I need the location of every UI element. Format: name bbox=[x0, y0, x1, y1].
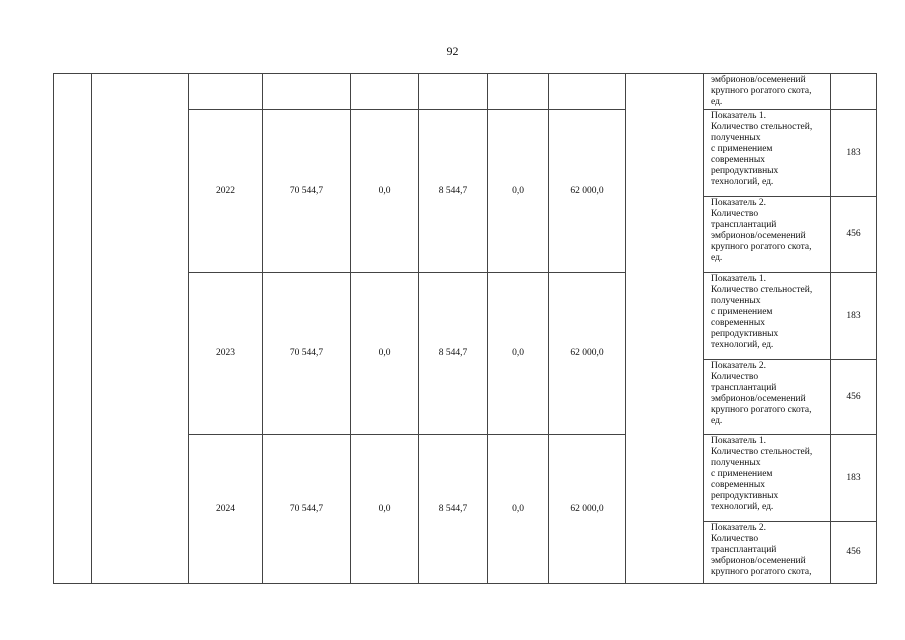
col-c-cell: 0,0 bbox=[488, 435, 549, 584]
col-b-cell: 8 544,7 bbox=[419, 435, 488, 584]
indicator-label: Показатель 1. Количество стельностей, полученных с применением современных репродуктивных технологий, ед. bbox=[704, 273, 831, 360]
indicator-value: 183 bbox=[831, 435, 877, 522]
program-table bbox=[53, 73, 877, 584]
indicator-label: Показатель 1. Количество стельностей, полученных с применением современных репродуктивных технологий, ед. bbox=[704, 435, 831, 522]
cell-col-b-cont bbox=[419, 74, 488, 110]
total-cell: 70 544,7 bbox=[263, 435, 351, 584]
year-cell: 2022 bbox=[189, 110, 263, 273]
cell-col-d-cont bbox=[549, 74, 626, 110]
col-b-cell: 8 544,7 bbox=[419, 110, 488, 273]
cell-blank-1 bbox=[54, 74, 92, 584]
year-cell: 2024 bbox=[189, 435, 263, 584]
total-cell: 70 544,7 bbox=[263, 110, 351, 273]
col-d-cell: 62 000,0 bbox=[549, 273, 626, 435]
page-number: 92 bbox=[446, 44, 459, 58]
cell-year-cont bbox=[189, 74, 263, 110]
indicator-label: Показатель 2. Количество трансплантаций эмбрионов/осеменений крупного рогатого скота, bbox=[704, 522, 831, 584]
col-a-cell: 0,0 bbox=[351, 435, 419, 584]
cell-blank-2 bbox=[92, 74, 189, 584]
col-a-cell: 0,0 bbox=[351, 273, 419, 435]
indicator-label: Показатель 2. Количество трансплантаций эмбрионов/осеменений крупного рогатого скота, ед. bbox=[704, 197, 831, 273]
indicator-label-cont: эмбрионов/осеменений крупного рогатого скота, ед. bbox=[704, 74, 831, 110]
indicator-value: 183 bbox=[831, 273, 877, 360]
col-d-cell: 62 000,0 bbox=[549, 435, 626, 584]
col-c-cell: 0,0 bbox=[488, 110, 549, 273]
indicator-value: 456 bbox=[831, 360, 877, 435]
cell-col-a-cont bbox=[351, 74, 419, 110]
indicator-label: Показатель 2. Количество трансплантаций эмбрионов/осеменений крупного рогатого скота, ед. bbox=[704, 360, 831, 435]
indicator-value: 456 bbox=[831, 522, 877, 584]
col-d-cell: 62 000,0 bbox=[549, 110, 626, 273]
indicator-value: 183 bbox=[831, 110, 877, 197]
indicator-value-cont bbox=[831, 74, 877, 110]
indicator-label: Показатель 1. Количество стельностей, полученных с применением современных репродуктивных технологий, ед. bbox=[704, 110, 831, 197]
indicator-value: 456 bbox=[831, 197, 877, 273]
cell-blank-3 bbox=[626, 74, 704, 584]
col-c-cell: 0,0 bbox=[488, 273, 549, 435]
cell-total-cont bbox=[263, 74, 351, 110]
col-a-cell: 0,0 bbox=[351, 110, 419, 273]
total-cell: 70 544,7 bbox=[263, 273, 351, 435]
year-cell: 2023 bbox=[189, 273, 263, 435]
cell-col-c-cont bbox=[488, 74, 549, 110]
col-b-cell: 8 544,7 bbox=[419, 273, 488, 435]
